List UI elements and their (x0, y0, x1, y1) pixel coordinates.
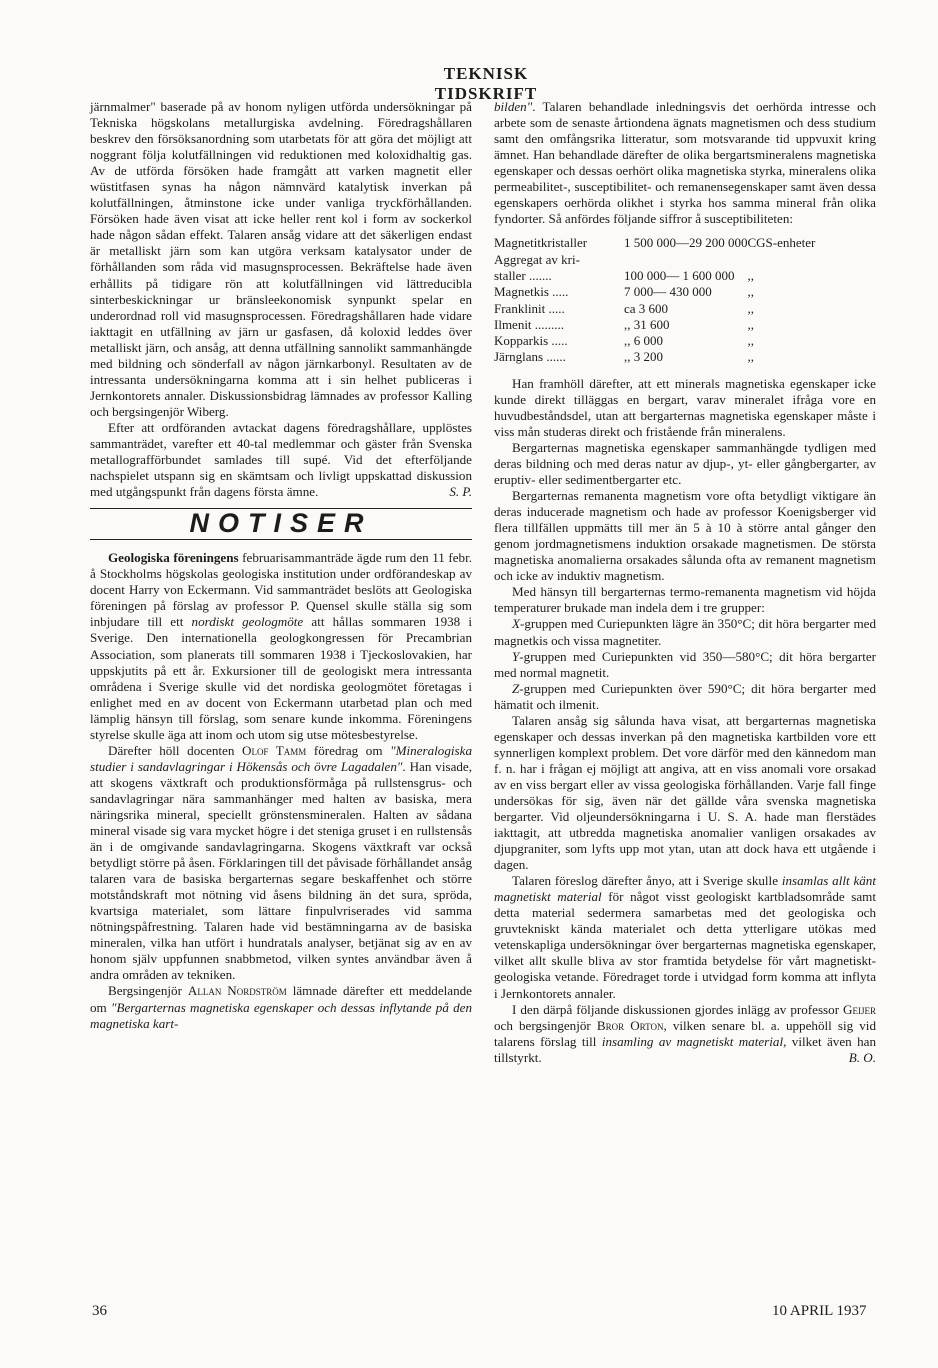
notis-text-1: februarisammanträde ägde rum den 11 febr. å Stockholms högskolas geologiska institution under ordförandeskap av docent Harry von Eckermann. Vid sammanträdet beslöts att Geologiska föreningen på förslag av professor P. Quensel skulle ställa sig som inbjudare till ett (90, 550, 472, 630)
susceptibility-value: ,, 6 000 (624, 333, 663, 349)
right-text-10b: för något visst geologiskt kartbladsområde samt detta material sedermera samarbetas med det geologiska och gruvtekniskt kända materialet och detta ytterligare utökas med vetenskapliga undersökningar över bergarternas magnetiska egenskaper, vilket allt skulle bliva av stor framtida betydelse för vårt magnetiskt-geologiska vetande. Föredraget torde i utvidgad form komma att inflyta i Jernkontorets annaler. (494, 889, 876, 1001)
right-paragraph-1 (494, 99, 876, 227)
right-paragraph-10 (494, 873, 876, 1001)
mineral-name: Franklinit ..... (494, 300, 565, 316)
mineral-name: Magnetitkristaller (494, 235, 588, 251)
susceptibility-value: ,, 3 200 (624, 349, 663, 365)
notis-paragraph-2 (90, 743, 472, 984)
page-number: 36 (92, 1303, 107, 1319)
notis-paragraph-3 (90, 983, 472, 1031)
unit: ,, (747, 267, 754, 283)
notis-lead: Geologiska föreningens (108, 550, 239, 566)
right-paragraph-2: Han framhöll därefter, att ett minerals magnetiska egenskaper icke kunde direkt tilläggas en bergart, varav mineralet ifråga vore en huvudbeståndsdel, utan att bergarternas magnetiska egenskaper måste i viss mån studeras direkt och fristående från mineralens. (494, 375, 876, 439)
issue-date: 10 APRIL 1937 (772, 1303, 867, 1319)
lecture-title-tamm: "Mineralogiska studier i sandavlagringar i Hökensås och övre Lagadalen" (90, 742, 472, 774)
right-paragraph-3: Bergarternas magnetiska egenskaper sammanhängde tydligen med deras bildning och med deras natur av djup-, yt- eller gångbergarter, av eruptiv- eller sedimentbergarter etc. (494, 439, 876, 488)
group-z (494, 681, 876, 713)
right-text-1: . Talaren behandlade inledningsvis det oerhörda intresse och arbete som de senaste årtiondena ägnats magnetismen och dess studium samt den omfångsrika litteratur, som motsvarande tid uppvuxit kring ämnet. Han behandlade därefter de olika bergartsmineralens magnetiska egenskaper och dessas oerhört olika magnetiska styrka, mineralens olika permeabilitet-, susceptibilitet- och remanensegenskaper samt även dessa egenskapers oerhörda olikhet i styrka hos samma mineral från olika fyndorter. Så anfördes följande siffror å susceptibiliteten: (494, 99, 876, 227)
mineral-name: Aggregat av kri- (494, 251, 580, 267)
notis-text-2a: Därefter höll docenten (108, 742, 242, 758)
right-text-11d: , vilket även han tillstyrkt. (494, 1033, 876, 1065)
mineral-name: Järnglans ...... (494, 349, 566, 365)
susceptibility-row (494, 317, 876, 333)
right-italic-11: insamling av magnetiskt material (601, 1033, 784, 1049)
group-x-text: -gruppen med Curiepunkten lägre än 350°C; dit höra bergarter med magnetkis och vissa magnetiter. (494, 616, 876, 648)
right-text-11b: och bergsingenjör (494, 1017, 597, 1033)
unit: ,, (747, 316, 754, 332)
notis-text-2c: . Han visade, att skogens växtkraft och produktionsförmåga på rullstensgrus- och sandavlagringar nära sammanhänger med halten av basiska, mera näringsrika mineral, speciellt grönstensmineralen. Halten av sådana mineral visade sig vara mycket högre i det steniga gruset i en rullstensås än i de omgivande sandavlagringarna. Skogens växtkraft var också betydligt större på åsen. Förklaringen till det påvisade förhållandet ansåg talaren vara de basiska bergarternas segare beskaffenhet och större motståndskraft mot nötning vid åsens bildning än det sura, spröda, kvartsiga materialet, som lättare finpulvriserades vid samma nötningspåfrestning. Talaren hade vid bestämningarna av de basiska mineralen, vilka han utfört i hundratals analyser, betjänat sig av en av honom själv uppfunnen snabbmetod, vilken syntes användbar även å andra områden av tekniken. (90, 758, 473, 983)
notis-text-1-end: att hållas sommaren 1938 i Sverige. Den internationella geologkongressen för Precambrian Association, som planerats till sommaren 1938 i Tjeckoslovakien, har uppskjutits på ett år. Exkursioner till de geologiskt mera intressanta områdena i Sverige skulle vid det nordiska geologmötet företagas i enlighet med en av docent von Eckermann utarbetad plan och med lämplig hänsyn till förslag, som senare kunde inkomma. Föreningens styrelse skulle äga att inom och utom sig utse mötesbestyrelse. (90, 614, 472, 742)
mineral-name: Kopparkis ..... (494, 333, 568, 349)
notis-text-3b: lämnade därefter ett meddelande om (90, 983, 472, 1015)
susceptibility-value: ,, 31 600 (624, 316, 670, 332)
notis-italic-1: nordiskt geologmöte (191, 614, 304, 630)
left-paragraph-2-text: Efter att ordföranden avtackat dagens föredragshållare, upplöstes sammanträdet, varefter ett 40-tal medlemmar och gäster från Svenska metallografförbundet samlades till supé. Vid det efterföljande nachspielet utspann sig en skämtsam och livligt uppskattad diskussion med utgångspunkt från dagens första ämne. (90, 419, 472, 500)
group-z-text: -gruppen med Curiepunkten över 590°C; dit höra bergarter med hämatit och ilmenit. (494, 680, 876, 712)
notiser-heading: NOTISER (189, 508, 373, 539)
susceptibility-value: 1 500 000—29 200 000 (624, 235, 748, 251)
susceptibility-value: 100 000— 1 600 000 (624, 267, 735, 283)
group-y (494, 649, 876, 681)
discussant-geijer: Geijer (843, 1001, 876, 1017)
group-y-text: -gruppen med Curiepunkten vid 350—580°C; dit höra bergarter med normal magnetit. (494, 648, 876, 680)
susceptibility-row (494, 349, 876, 365)
signature-bo: B. O. (848, 1049, 876, 1065)
left-paragraph-1: järnmalmer" baserade på av honom nyligen utförda undersökningar på Tekniska högskolans metallurgiska avdelning. Föredragshållaren beskrev den försöksanordning som utarbetats för att göra det möjligt att noggrant följa kolutfällningen vid reduktionen med koloxidhaltig gas. Av de utförda försöken hade framgått att varken magnetit eller wüstitfasen synas ha någon nämnvärd katalytisk inverkan på kolutfällningen, åtminstone icke under vanliga tryckförhållanden. Försöken hade även visat att icke heller rent kol i form av sockerkol hade någon sådan effekt. Talaren ansåg vidare att det säkerligen endast är metalliskt järn som kan utgöra verksam katalysator under de förhållanden som råda vid masugnsprocessen. Bekräftelse hade även erhållits på tidigare rön att kolutfällningen vid lättreducibla sinterbeskickningar ur bränsleekonomisk synpunkt spelar en underordnad roll vid masugnsprocessen. Föredragshållaren hade vidare iakttagit en utfällning av järn ur gasfasen, då koloxid leddes över metalliskt järn, och ansåg, att denna utfällning sannolikt sammanhängde med bildning och sönderfall av någon järnkarbonyl. Resultaten av de intressanta undersökningarna komma att i sin helhet publiceras i Jernkontorets annaler. Diskussionsbidrag lämnades av professor Kalling och bergsingenjör Wiberg. (90, 99, 472, 419)
right-italic-10: insamlas allt känt magnetiskt material (494, 873, 876, 905)
susceptibility-row (494, 268, 876, 284)
notiser-bottom-rule (90, 539, 472, 540)
susceptibility-row (494, 235, 876, 251)
notis-text-2b: föredrag om (306, 742, 391, 758)
speaker-name-nordstrom: Allan Nordström (187, 983, 287, 999)
notis-paragraph-1 (90, 550, 472, 743)
group-z-letter: Z (512, 680, 520, 696)
susceptibility-table (494, 235, 876, 365)
mineral-name: Magnetkis ..... (494, 284, 569, 300)
unit: ,, (747, 349, 754, 365)
group-y-letter: Y (512, 648, 520, 664)
group-x-letter: X (512, 616, 520, 632)
speaker-name-tamm: Olof Tamm (241, 742, 307, 758)
susceptibility-value: ca 3 600 (624, 300, 669, 316)
left-paragraph-2 (90, 420, 472, 500)
unit: ,, (747, 333, 754, 349)
right-text-11c: , vilken senare bl. a. uppehöll sig vid talarens förslag till (494, 1017, 876, 1049)
right-paragraph-9: Talaren ansåg sig sålunda hava visat, att bergarternas magnetiska egenskaper och dessas inverkan på den magnetiska kartbilden vore ett synnerligen komplext problem. Det vore därför med den kännedom man f. n. har i frågan ej möjligt att angiva, att en viss anomali vore orsakad av en viss bergart eller av vissa geologiska förhållanden. Varje fall finge undersökas för sig, även när det gällde våra svenska magnetiska bergarter. Vid oljeundersökningarna i U. S. A. hade man flerstädes iakttagit, att utbredda magnetiska anomalier vanligen orsakades av djupgraniter, som lyfts upp mot ytan, utan att dock hava ett utgående i dagen. (494, 712, 876, 873)
right-text-11a: I den därpå följande diskussionen gjordes inlägg av professor (512, 1001, 844, 1017)
unit: ,, (747, 300, 754, 316)
susceptibility-row (494, 252, 876, 268)
right-paragraph-11 (494, 1002, 876, 1066)
susceptibility-value (624, 252, 748, 268)
group-x (494, 616, 876, 648)
susceptibility-value: 7 000— 430 000 (624, 284, 712, 300)
left-column (90, 99, 472, 1032)
unit (748, 252, 877, 268)
mineral-name: staller ....... (494, 267, 552, 283)
right-paragraph-5: Med hänsyn till bergarternas termo-remanenta magnetism vid höjda temperaturer brukade man indela dem i tre grupper: (494, 584, 876, 616)
right-column (494, 99, 876, 1066)
masthead: TEKNISK TIDSKRIFT (434, 64, 538, 103)
susceptibility-row (494, 301, 876, 317)
unit: ,, (747, 284, 754, 300)
lecture-title-end: bilden" (494, 99, 533, 114)
unit: CGS-enheter (747, 235, 816, 251)
discussant-orton: Bror Orton (596, 1017, 664, 1033)
susceptibility-row (494, 284, 876, 300)
susceptibility-row (494, 333, 876, 349)
right-paragraph-4: Bergarternas remanenta magnetism vore ofta betydligt viktigare än deras inducerade magnetism och hade av professor Koenigsberger vid flera tillfällen uppmätts till mer än 5 à 10 à större antal gånger den genom jordmagnetismens induktion orsakade magnetismen. De största magnetiska anomalierna orsakades sålunda ofta av remanent magnetism och icke av induktiv magnetism. (494, 488, 876, 584)
right-text-10a: Talaren föreslog därefter ånyo, att i Sverige skulle (512, 873, 782, 889)
notis-text-3a: Bergsingenjör (108, 983, 188, 999)
mineral-name: Ilmenit ......... (494, 316, 565, 332)
lecture-title-nordstrom: "Bergarternas magnetiska egenskaper och dessas inflytande på den magnetiska kart- (90, 999, 472, 1031)
signature-sp: S. P. (449, 484, 472, 500)
